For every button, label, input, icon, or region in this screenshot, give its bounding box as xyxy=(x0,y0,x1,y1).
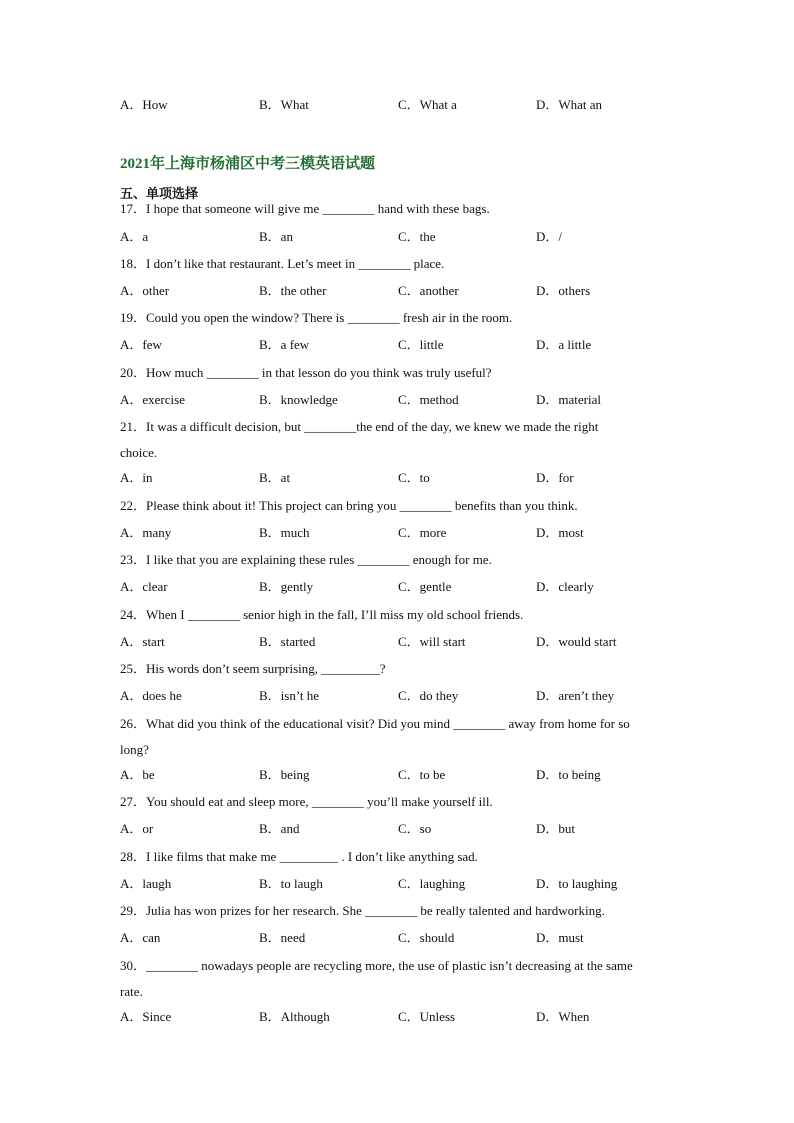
option-a: A．be xyxy=(120,767,155,782)
question-21-options xyxy=(120,470,680,486)
option-d: D．clearly xyxy=(536,579,594,594)
question-17-options xyxy=(120,229,680,245)
option-d: D．to laughing xyxy=(536,876,618,891)
option-c: C．to xyxy=(398,470,430,485)
option-b: B．a few xyxy=(259,337,310,352)
question-25: 25．His words don’t seem surprising, _________? xyxy=(120,661,386,676)
question-22: 22．Please think about it! This project can bring you ________ benefits than you think. xyxy=(120,498,578,513)
question-27-options xyxy=(120,821,680,837)
option-c: C．the xyxy=(398,229,436,244)
option-c: C．gentle xyxy=(398,579,452,594)
option-c: C．to be xyxy=(398,767,446,782)
option-a: A．many xyxy=(120,525,172,540)
option-b: B．at xyxy=(259,470,291,485)
question-18-options xyxy=(120,283,680,299)
option-b: B．much xyxy=(259,525,310,540)
section-heading: 五、单项选择 xyxy=(120,186,199,201)
option-b: B．need xyxy=(259,930,306,945)
option-d: D．a little xyxy=(536,337,592,352)
question-30-options xyxy=(120,1009,680,1025)
option-a: A．exercise xyxy=(120,392,185,407)
option-a: A．does he xyxy=(120,688,182,703)
option-a: A．clear xyxy=(120,579,168,594)
previous-question-options xyxy=(120,97,680,113)
option-d: D．aren’t they xyxy=(536,688,615,703)
option-b: B．and xyxy=(259,821,300,836)
option-b: B．isn’t he xyxy=(259,688,320,703)
question-24-options xyxy=(120,634,680,650)
option-a: A．can xyxy=(120,930,161,945)
option-d: D．would start xyxy=(536,634,617,649)
option-d: D．to being xyxy=(536,767,601,782)
option-c: C．so xyxy=(398,821,432,836)
option-c: C．little xyxy=(398,337,444,352)
option-a: A．start xyxy=(120,634,165,649)
option-c: C．What a xyxy=(398,97,457,112)
option-d: D．When xyxy=(536,1009,590,1024)
option-a: A．few xyxy=(120,337,162,352)
option-c: C．Unless xyxy=(398,1009,456,1024)
option-d: D．but xyxy=(536,821,576,836)
option-a: A．Since xyxy=(120,1009,172,1024)
question-29: 29．Julia has won prizes for her research. She ________ be really talented and hardworking. xyxy=(120,903,605,918)
question-19-options xyxy=(120,337,680,353)
option-d: D．must xyxy=(536,930,584,945)
option-c: C．should xyxy=(398,930,455,945)
option-b: B．to laugh xyxy=(259,876,323,891)
question-19: 19．Could you open the window? There is ________ fresh air in the room. xyxy=(120,310,513,325)
option-d: D．What an xyxy=(536,97,603,112)
question-26: 26．What did you think of the educational visit? Did you mind ________ away from home for so xyxy=(120,716,630,731)
question-22-options xyxy=(120,525,680,541)
option-b: B．What xyxy=(259,97,309,112)
question-24: 24．When I ________ senior high in the fall, I’ll miss my old school friends. xyxy=(120,607,524,622)
option-a: A．a xyxy=(120,229,149,244)
option-c: C．laughing xyxy=(398,876,466,891)
option-b: B．knowledge xyxy=(259,392,338,407)
question-20: 20．How much ________ in that lesson do you think was truly useful? xyxy=(120,365,492,380)
option-d: D．for xyxy=(536,470,574,485)
option-c: C．method xyxy=(398,392,459,407)
option-d: D．others xyxy=(536,283,591,298)
question-30: 30．________ nowadays people are recycling more, the use of plastic isn’t decreasing at the same xyxy=(120,958,633,973)
exam-title: 2021年上海市杨浦区中考三模英语试题 xyxy=(120,156,376,172)
option-b: B．the other xyxy=(259,283,327,298)
question-26-options xyxy=(120,767,680,783)
option-a: A．in xyxy=(120,470,153,485)
question-23: 23．I like that you are explaining these rules ________ enough for me. xyxy=(120,552,492,567)
option-b: B．started xyxy=(259,634,316,649)
question-30-continued: rate. xyxy=(120,984,143,999)
option-a: A．or xyxy=(120,821,154,836)
question-21-continued: choice. xyxy=(120,445,158,460)
question-28: 28．I like films that make me _________ . I don’t like anything sad. xyxy=(120,849,478,864)
option-c: C．more xyxy=(398,525,447,540)
question-26-continued: long? xyxy=(120,742,149,757)
question-29-options xyxy=(120,930,680,946)
question-23-options xyxy=(120,579,680,595)
option-b: B．being xyxy=(259,767,310,782)
option-b: B．an xyxy=(259,229,293,244)
question-21: 21．It was a difficult decision, but ________the end of the day, we knew we made the right xyxy=(120,419,599,434)
option-d: D．most xyxy=(536,525,584,540)
option-d: D．material xyxy=(536,392,601,407)
question-20-options xyxy=(120,392,680,408)
option-a: A．laugh xyxy=(120,876,172,891)
option-d: D．/ xyxy=(536,229,563,244)
question-28-options xyxy=(120,876,680,892)
option-a: A．other xyxy=(120,283,170,298)
option-c: C．do they xyxy=(398,688,459,703)
option-c: C．will start xyxy=(398,634,466,649)
question-18: 18．I don’t like that restaurant. Let’s meet in ________ place. xyxy=(120,256,445,271)
option-a: A．How xyxy=(120,97,168,112)
question-17: 17．I hope that someone will give me ________ hand with these bags. xyxy=(120,201,490,216)
option-b: B．Although xyxy=(259,1009,330,1024)
question-25-options xyxy=(120,688,680,704)
option-c: C．another xyxy=(398,283,459,298)
option-b: B．gently xyxy=(259,579,314,594)
question-27: 27．You should eat and sleep more, ________ you’ll make yourself ill. xyxy=(120,794,493,809)
